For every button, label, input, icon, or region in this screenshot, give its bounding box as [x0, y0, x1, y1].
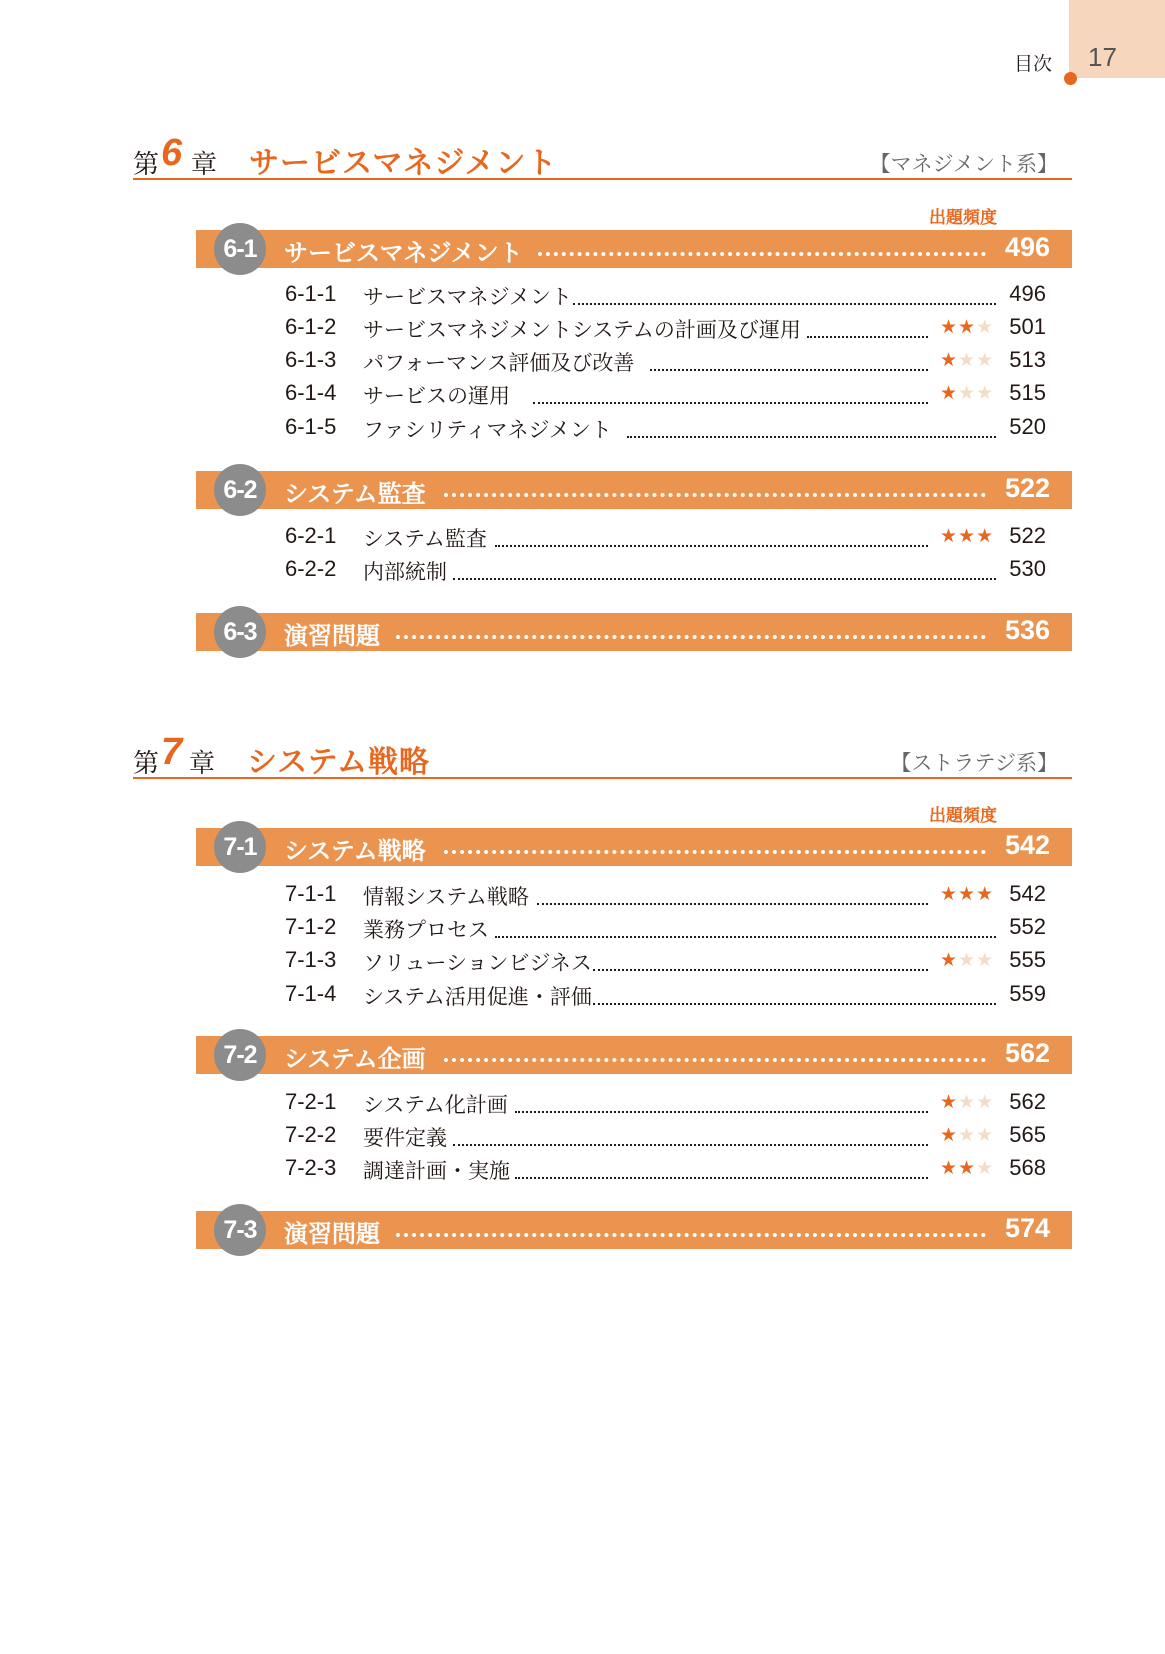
section-6-2[interactable]: [196, 471, 1072, 509]
leader-dots: [495, 545, 928, 547]
entry-title: ソリューションビジネス: [363, 951, 592, 975]
star-filled-icon: ★: [958, 316, 977, 338]
frequency-stars: [940, 1124, 994, 1146]
section-number-badge: 7-2: [214, 1029, 266, 1081]
toc-entry[interactable]: [285, 378, 1046, 408]
entry-page: 520: [1009, 414, 1046, 439]
toc-entry[interactable]: [285, 554, 1046, 584]
toc-entry[interactable]: [285, 979, 1046, 1009]
star-empty-icon: ★: [958, 949, 977, 971]
star-empty-icon: ★: [958, 1124, 977, 1146]
entry-title: 情報システム戦略: [363, 885, 529, 909]
leader-dots: [495, 936, 996, 938]
entry-number: 6-1-5: [285, 414, 337, 439]
entry-page: 559: [1009, 981, 1046, 1006]
star-empty-icon: ★: [958, 1091, 977, 1113]
star-empty-icon: ★: [976, 1124, 995, 1146]
frequency-label: 出題頻度: [929, 806, 997, 826]
entry-page: 562: [1009, 1089, 1046, 1114]
chapter-category: 【マネジメント系】: [869, 152, 1058, 176]
section-page: 522: [1004, 473, 1050, 503]
toc-entry[interactable]: [285, 1087, 1046, 1117]
frequency-stars: [940, 1091, 994, 1113]
entry-page: 552: [1009, 914, 1046, 939]
chapter-title: サービスマネジメント: [249, 146, 558, 181]
section-title: サービスマネジメント: [284, 239, 523, 267]
section-number-badge: 6-1: [214, 223, 266, 275]
entry-page: 513: [1009, 347, 1046, 372]
entry-number: 6-1-2: [285, 314, 337, 339]
toc-entry[interactable]: [285, 312, 1046, 342]
star-filled-icon: ★: [940, 525, 959, 547]
leader-dots: [537, 903, 928, 905]
entry-title: 調達計画・実施: [363, 1159, 510, 1183]
star-empty-icon: ★: [976, 949, 995, 971]
entry-number: 6-2-1: [285, 523, 337, 548]
star-filled-icon: ★: [940, 1124, 959, 1146]
page-number: 17: [1088, 42, 1117, 72]
chapter-suffix: 章: [189, 749, 216, 779]
leader-dots: [538, 252, 986, 256]
star-empty-icon: ★: [958, 349, 977, 371]
toc-entry[interactable]: [285, 412, 1046, 442]
entry-title: サービスマネジメントシステムの計画及び運用: [363, 318, 801, 342]
entry-title: 要件定義: [363, 1126, 447, 1150]
entry-title: サービスの運用: [363, 384, 510, 408]
toc-entry[interactable]: [285, 945, 1046, 975]
chapter-suffix: 章: [191, 150, 218, 180]
chapter-prefix: 第: [133, 150, 160, 180]
entry-number: 7-1-3: [285, 947, 337, 972]
entry-number: 6-2-2: [285, 556, 337, 581]
entry-title: システム監査: [363, 527, 487, 551]
leader-dots: [444, 493, 986, 497]
entry-title: 業務プロセス: [363, 918, 489, 942]
section-page: 574: [1004, 1213, 1050, 1243]
section-7-2[interactable]: [196, 1036, 1072, 1074]
section-number-badge: 6-3: [214, 606, 266, 658]
section-page: 536: [1004, 615, 1050, 645]
star-empty-icon: ★: [976, 316, 995, 338]
frequency-stars: [940, 883, 994, 905]
leader-dots: [627, 436, 996, 438]
entry-number: 6-1-1: [285, 281, 337, 306]
entry-number: 7-1-1: [285, 881, 337, 906]
section-6-3[interactable]: [196, 613, 1072, 651]
leader-dots: [650, 369, 928, 371]
toc-entry[interactable]: [285, 279, 1046, 309]
leader-dots: [533, 402, 928, 404]
entry-number: 7-1-4: [285, 981, 337, 1006]
section-page: 496: [1004, 232, 1050, 262]
star-filled-icon: ★: [940, 883, 959, 905]
section-7-1[interactable]: [196, 828, 1072, 866]
entry-page: 568: [1009, 1155, 1046, 1180]
star-filled-icon: ★: [958, 1157, 977, 1179]
frequency-label: 出題頻度: [929, 208, 997, 228]
star-filled-icon: ★: [958, 525, 977, 547]
page-tab: [1069, 0, 1165, 78]
star-empty-icon: ★: [976, 1091, 995, 1113]
entry-number: 7-2-1: [285, 1089, 337, 1114]
chapter-category: 【ストラテジ系】: [890, 751, 1058, 775]
chapter-6-heading: [133, 134, 1072, 180]
entry-number: 6-1-4: [285, 380, 337, 405]
star-empty-icon: ★: [976, 1157, 995, 1179]
leader-dots: [453, 1144, 928, 1146]
section-title: 演習問題: [284, 1220, 380, 1248]
entry-title: システム活用促進・評価: [363, 985, 592, 1009]
leader-dots: [453, 578, 996, 580]
section-number-badge: 7-3: [214, 1204, 266, 1256]
page-marker-dot: [1064, 72, 1077, 85]
section-title: 演習問題: [284, 622, 380, 650]
chapter-number: 6: [161, 132, 183, 174]
star-filled-icon: ★: [958, 883, 977, 905]
entry-page: 542: [1009, 881, 1046, 906]
section-number-badge: 6-2: [214, 464, 266, 516]
frequency-stars: [940, 525, 994, 547]
star-empty-icon: ★: [976, 349, 995, 371]
chapter-number: 7: [161, 731, 183, 773]
star-filled-icon: ★: [940, 1157, 959, 1179]
entry-page: 522: [1009, 523, 1046, 548]
entry-title: パフォーマンス評価及び改善: [363, 351, 635, 375]
toc-entry[interactable]: [285, 345, 1046, 375]
frequency-stars: [940, 349, 994, 371]
section-7-3[interactable]: [196, 1211, 1072, 1249]
frequency-stars: [940, 949, 994, 971]
entry-title: 内部統制: [363, 560, 447, 584]
entry-page: 496: [1009, 281, 1046, 306]
entry-title: ファシリティマネジメント: [363, 418, 612, 442]
section-number-badge: 7-1: [214, 821, 266, 873]
star-filled-icon: ★: [976, 525, 995, 547]
entry-number: 7-2-3: [285, 1155, 337, 1180]
entry-page: 555: [1009, 947, 1046, 972]
section-page: 562: [1004, 1038, 1050, 1068]
toc-entry[interactable]: [285, 912, 1046, 942]
leader-dots: [396, 1233, 986, 1237]
frequency-stars: [940, 382, 994, 404]
entry-number: 7-1-2: [285, 914, 337, 939]
section-title: システム監査: [284, 480, 426, 508]
entry-page: 515: [1009, 380, 1046, 405]
star-filled-icon: ★: [976, 883, 995, 905]
section-title: システム戦略: [284, 837, 426, 865]
chapter-7-heading: [133, 733, 1072, 779]
toc-entry[interactable]: [285, 879, 1046, 909]
toc-label: 目次: [1014, 53, 1053, 75]
entry-number: 6-1-3: [285, 347, 337, 372]
star-filled-icon: ★: [940, 1091, 959, 1113]
leader-dots: [444, 1058, 986, 1062]
leader-dots: [396, 635, 986, 639]
star-filled-icon: ★: [940, 949, 959, 971]
toc-entry[interactable]: [285, 1153, 1046, 1183]
entry-page: 530: [1009, 556, 1046, 581]
chapter-title: システム戦略: [247, 745, 430, 780]
toc-entry[interactable]: [285, 1120, 1046, 1150]
toc-entry[interactable]: [285, 521, 1046, 551]
leader-dots: [444, 850, 986, 854]
entry-page: 565: [1009, 1122, 1046, 1147]
leader-dots: [593, 1003, 996, 1005]
leader-dots: [515, 1111, 928, 1113]
frequency-stars: [940, 1157, 994, 1179]
leader-dots: [515, 1177, 928, 1179]
star-empty-icon: ★: [958, 382, 977, 404]
entry-title: サービスマネジメント: [363, 285, 572, 309]
star-filled-icon: ★: [940, 382, 959, 404]
section-page: 542: [1004, 830, 1050, 860]
star-empty-icon: ★: [976, 382, 995, 404]
star-filled-icon: ★: [940, 349, 959, 371]
leader-dots: [807, 336, 928, 338]
entry-number: 7-2-2: [285, 1122, 337, 1147]
leader-dots: [573, 303, 996, 305]
leader-dots: [593, 969, 928, 971]
section-6-1[interactable]: [196, 230, 1072, 268]
entry-title: システム化計画: [363, 1093, 508, 1117]
chapter-prefix: 第: [133, 749, 160, 779]
frequency-stars: [940, 316, 994, 338]
entry-page: 501: [1009, 314, 1046, 339]
star-filled-icon: ★: [940, 316, 959, 338]
section-title: システム企画: [284, 1045, 426, 1073]
